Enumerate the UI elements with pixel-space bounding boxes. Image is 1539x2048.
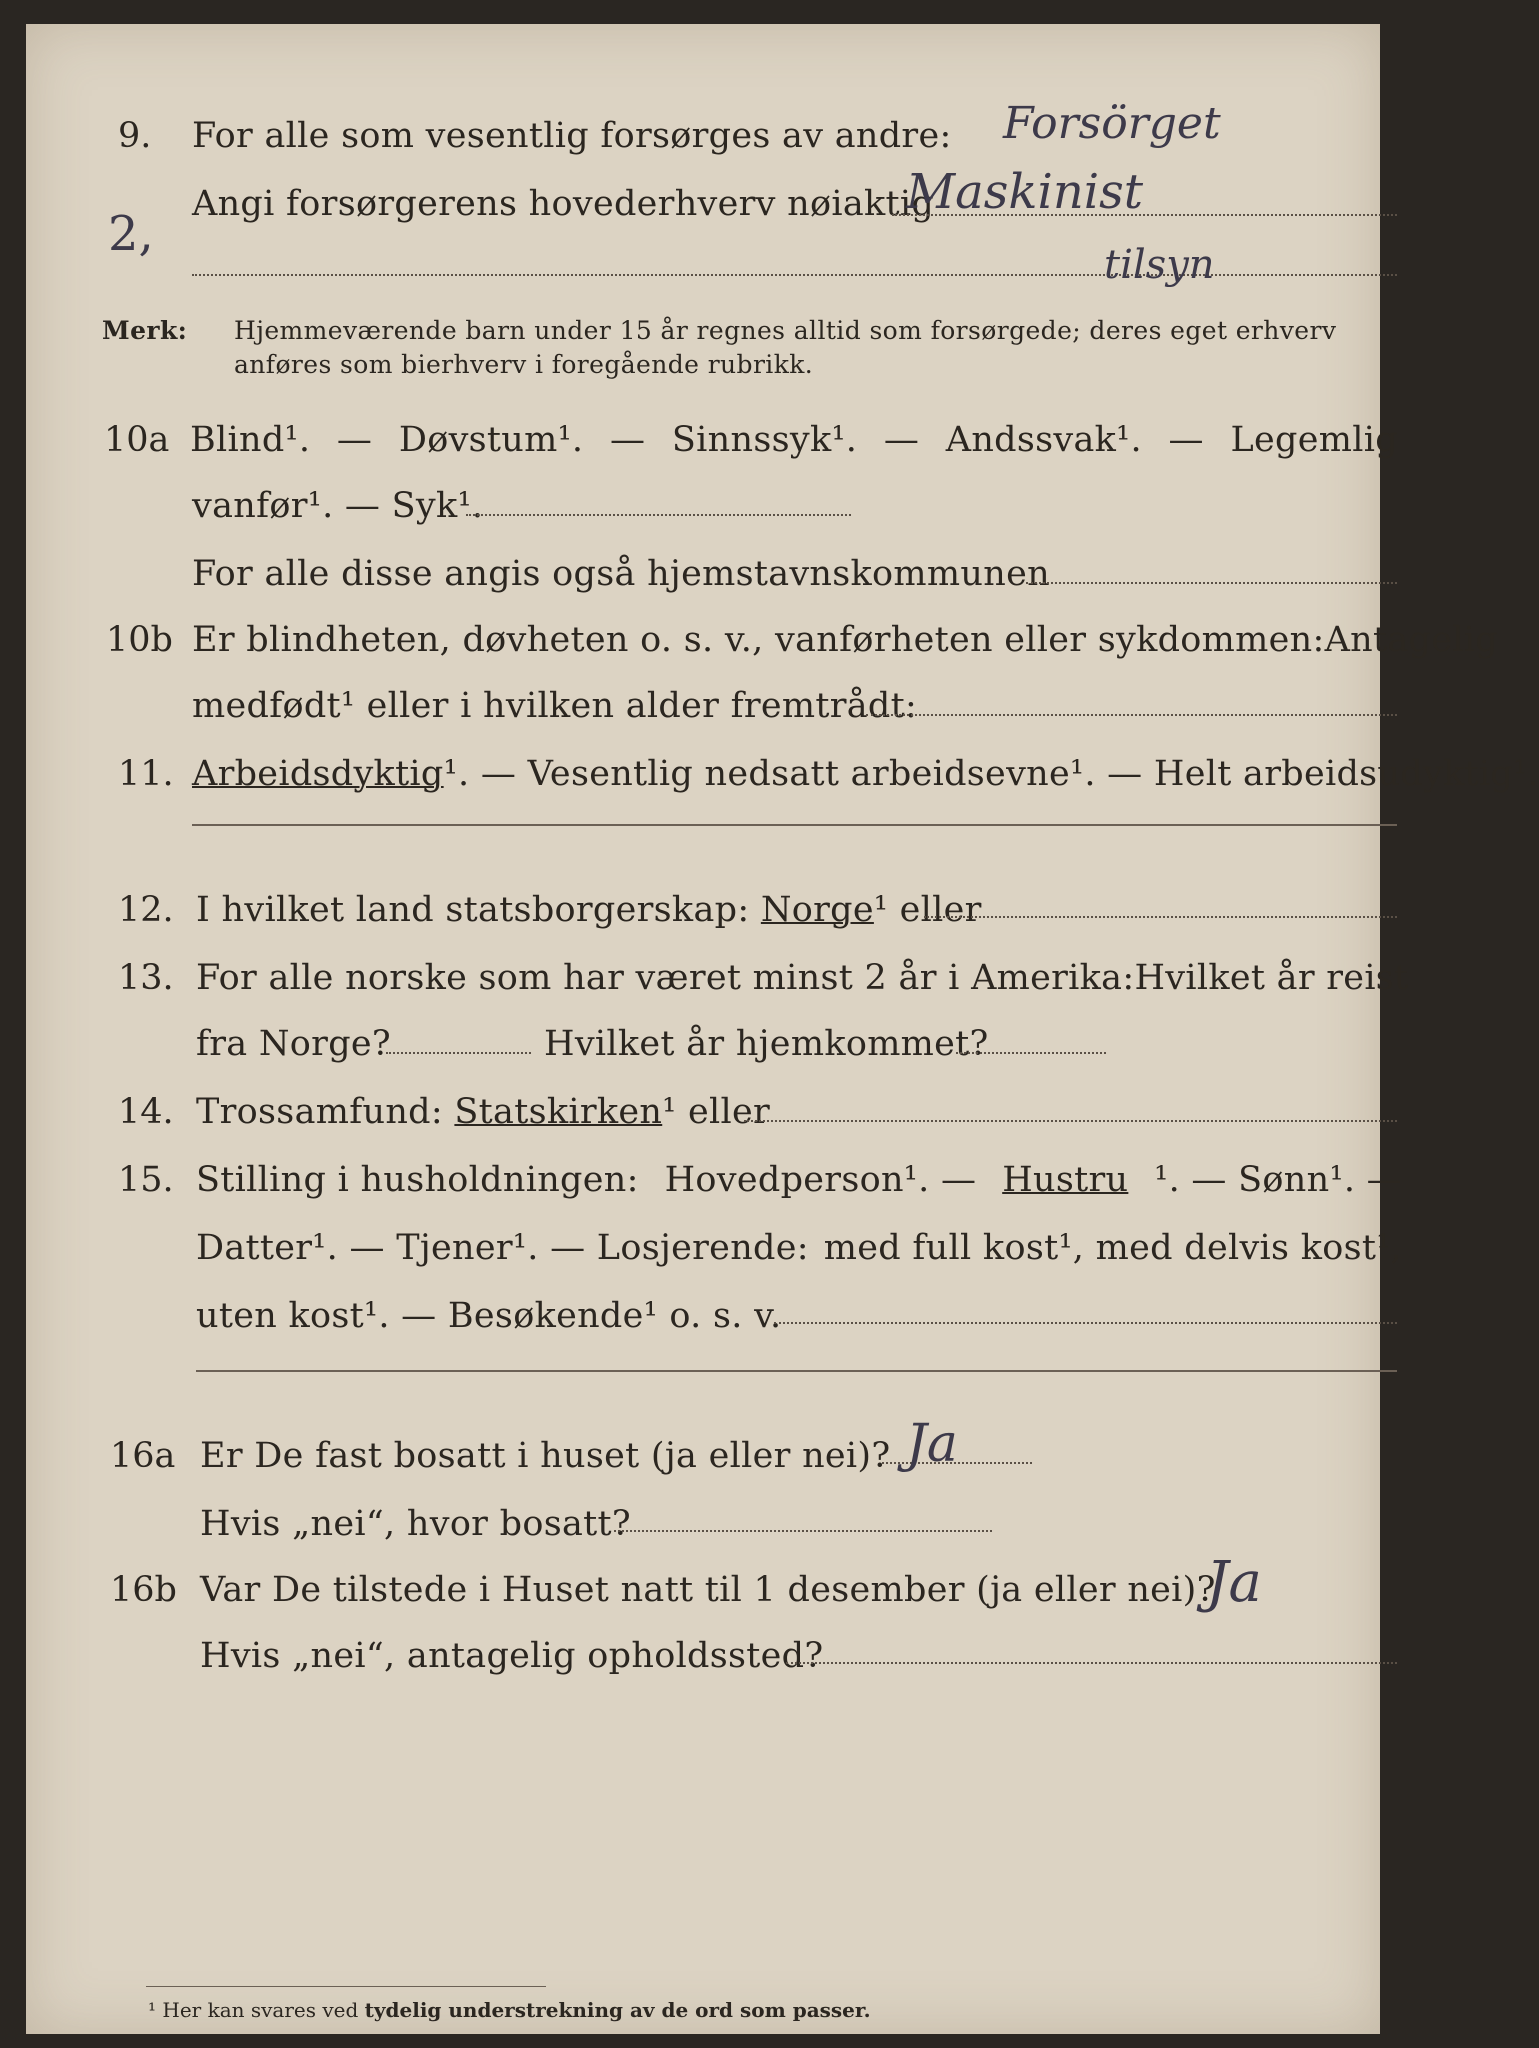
separator: — [883,420,920,460]
q12-tail: ¹ eller [873,890,982,930]
q10a-hometown-line [1026,582,1397,584]
q13-question-line2b: Hvilket år hjemkommet? [544,1024,989,1064]
q16a-followup: Hvis „nei“, hvor bosatt? [200,1504,631,1544]
q10a-options-row [190,420,1398,460]
q10a-option-dovstum: Døvstum¹. [398,420,584,460]
item-number-16a: 16a [110,1436,176,1476]
q9-extra-handwritten-answer: tilsyn [1104,242,1215,288]
q16b-followup-line [786,1662,1397,1664]
q13-departure-line [386,1052,531,1054]
q10a-option-sinnssyk: Sinnssyk¹. [671,420,858,460]
q10a-option-blind: Blind¹. [190,420,311,460]
margin-handwritten-mark: 2, [108,206,154,262]
footnote [148,1998,871,2022]
q10b-answer-line [866,714,1397,716]
q15-option-sonn: ¹. — Sønn¹. — [1154,1160,1402,1200]
separator: — [1168,420,1204,460]
item-number-12: 12. [118,890,174,930]
q11-answer-line [192,824,1397,826]
q16b-followup: Hvis „nei“, antagelig opholdssted? [200,1636,824,1676]
q10a-line-3: For alle disse angis også hjemstavnskommunen [192,554,1050,594]
q9-followup-handwritten-answer: Maskinist [906,164,1144,220]
q12-question [196,890,982,930]
separator: — [609,420,646,460]
note-line-1: Hjemmeværende barn under 15 år regnes alltid som forsørgede; deres eget erhverv [234,316,1337,345]
footnote-bold-text: tydelig understrekning av de ord som passer. [364,1998,871,2022]
q15-options-datter-tjener: Datter¹. — Tjener¹. — Losjerende: [196,1228,809,1268]
q14-option-statskirken: Statskirken [454,1092,663,1132]
note-line-2: anføres som bierhverv i foregående rubrikk. [234,350,814,379]
q13-text-part1: For alle norske som har været minst 2 år i Amerika: [196,958,1135,998]
q16a-followup-line [614,1530,992,1532]
q15-line-1 [196,1160,1402,1200]
q14-question [196,1092,770,1132]
note-label: Merk: [102,316,188,345]
q15-option-hustru: Hustru [1002,1160,1129,1200]
item-number-10a: 10a [104,420,170,460]
q16a-handwritten-answer: Ja [906,1414,958,1474]
q10b-question-line1 [192,620,1498,660]
separator: — [336,420,373,460]
q13-question-line2a: fra Norge? [196,1024,391,1064]
q9-question: For alle som vesentlig forsørges av andre: [192,116,952,156]
footnote-mark: ¹ [148,1998,157,2022]
q10a-answer-line [466,514,851,516]
separator: ¹. — [443,754,528,794]
q10a-line-2: vanfør¹. — Syk¹. [192,486,484,526]
q9-extra-line [192,274,1397,276]
q15-options-losjerende: med full kost¹, med delvis kost¹, [823,1228,1402,1268]
q10b-text-part2: Antagelig [1324,620,1498,660]
item-number-13: 13. [118,958,174,998]
q9-handwritten-answer: Forsörget [1003,98,1221,149]
q14-tail: ¹ eller [662,1092,771,1132]
q12-answer-line [924,916,1397,918]
q13-text-part2: Hvilket år reist [1134,958,1409,998]
q13-question-line1 [196,958,1409,998]
q16b-question: Var De tilstede i Huset natt til 1 desember (ja eller nei)? [200,1570,1216,1610]
q11-option-udyktig: Helt arbeidsudyktig¹. [1153,754,1539,794]
q10a-option-andssvak: Andssvak¹. [945,420,1142,460]
q10b-question-line2: medfødt¹ eller i hvilken alder fremtrådt: [192,686,918,726]
q14-text: Trossamfund: [196,1092,455,1132]
q15-option-hovedperson: Hovedperson¹. — [664,1160,977,1200]
q13-return-line [956,1052,1106,1054]
item-number-9: 9. [118,116,152,156]
q15-line-2 [196,1228,1402,1268]
separator: ¹. — [1070,754,1154,794]
q9-followup-question: Angi forsørgerens hovederhverv nøiaktig [192,184,935,224]
q11-options [192,754,1539,794]
q15-extra-line [196,1370,1397,1372]
q15-answer-line [774,1322,1397,1324]
q10b-text-part1: Er blindheten, døvheten o. s. v., vanførheten eller sykdommen: [192,620,1325,660]
item-number-16b: 16b [110,1570,177,1610]
q11-option-arbeidsdyktig: Arbeidsdyktig [192,754,444,794]
q16a-question: Er De fast bosatt i huset (ja eller nei)? [200,1436,891,1476]
q11-option-nedsatt: Vesentlig nedsatt arbeidsevne [527,754,1070,794]
item-number-15: 15. [118,1160,174,1200]
footnote-text: Her kan svares ved [162,1998,359,2022]
q15-line-3: uten kost¹. — Besøkende¹ o. s. v. [196,1296,782,1336]
item-number-11: 11. [118,754,174,794]
item-number-14: 14. [118,1092,174,1132]
q12-text: I hvilket land statsborgerskap: [196,890,761,930]
q12-option-norge: Norge [760,890,874,930]
q15-text-stilling: Stilling i husholdningen: [196,1160,639,1200]
q14-answer-line [744,1120,1397,1122]
form-page [26,24,1539,2034]
q10a-option-legemlig: Legemlig [1230,420,1398,460]
footnote-rule [146,1986,546,1987]
q16b-handwritten-answer: Ja [1206,1550,1262,1615]
item-number-10b: 10b [106,620,173,660]
